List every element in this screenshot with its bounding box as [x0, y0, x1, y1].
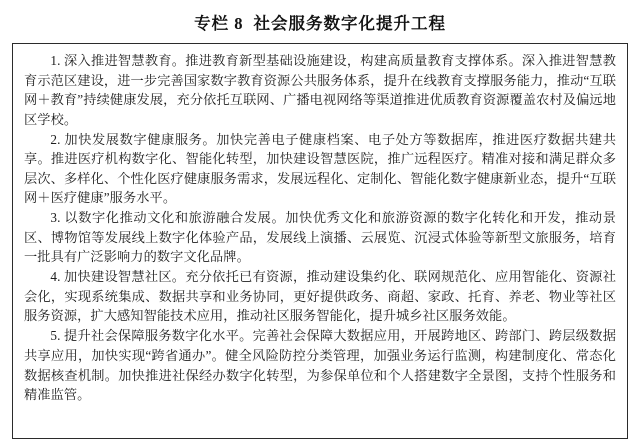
paragraph-1: 1. 深入推进智慧教育。推进教育新型基础设施建设，构建高质量教育支撑体系。深入推进智慧教育示范区建设，进一步完善国家数字教育资源公共服务体系，提升在线教育支撑服务能力，推动“互联网＋教育”持续健康发展，充分依托互联网、广播电视网络等渠道推进优质教育资源覆盖农村及偏远地区学校。: [24, 53, 616, 127]
paragraph-5: 5. 提升社会保障服务数字化水平。完善社会保障大数据应用，开展跨地区、跨部门、跨层级数据共享应用，加快实现“跨省通办”。健全风险防控分类管理，加强业务运行监测，构建制度化、常态化数据核查机制。加快推进社保经办数字化转型，为参保单位和个人搭建数字全景图，支持个性服务和精准监管。: [24, 328, 616, 403]
paragraph-2: 2. 加快发展数字健康服务。加快完善电子健康档案、电子处方等数据库，推进医疗数据共建共享。推进医疗机构数字化、智能化转型，加快建设智慧医院，推广远程医疗。精准对接和满足群众多层次、多样化、个性化医疗健康服务需求，发展远程化、定制化、智能化数字健康新业态，提升“互联网＋医疗健康”服务水平。: [24, 131, 616, 206]
title-number: 专栏 8: [194, 14, 244, 33]
paragraph-4: 4. 加快建设智慧社区。充分依托已有资源，推动建设集约化、联网规范化、应用智能化、资源社会化，实现系统集成、数据共享和业务协同，更好提供政务、商超、家政、托育、养老、物业等社区服务资源，扩大感知智能技术应用，推动社区服务智能化，提升城乡社区服务效能。: [24, 269, 616, 324]
content-box: [12, 43, 628, 439]
title-text: 社会服务数字化提升工程: [253, 14, 446, 33]
page-title: [0, 0, 640, 43]
paragraph-3: 3. 以数字化推动文化和旅游融合发展。加快优秀文化和旅游资源的数字化转化和开发，推动景区、博物馆等发展线上数字化体验产品，发展线上演播、云展览、沉浸式体验等新型文旅服务，培育一批具有广泛影响力的数字文化品牌。: [24, 210, 616, 265]
